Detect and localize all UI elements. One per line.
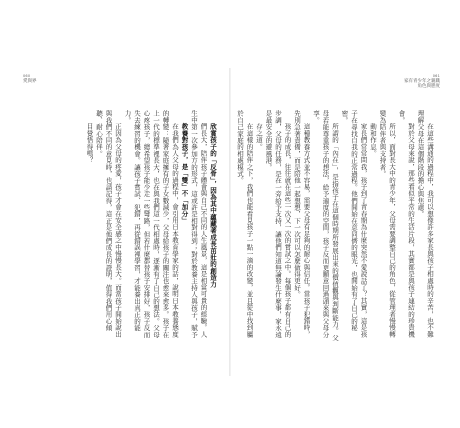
body-paragraph: 對於父母來說，那些看似平常的生活片段，其實都是與孩子連結的珍貴機會。 — [397, 110, 415, 338]
emphasis-heading: 欣賞孩子的「反骨」，因為其中蘊藏著成長茁壯的創造力 — [209, 123, 217, 288]
left-page-body — [32, 110, 217, 342]
emphasis-line — [179, 110, 189, 342]
body-paragraph: 這種教養方式並不容易，需要父母有足夠的耐心與信任。當孩子犯錯時，先別急著責備，而是陪他一起想想，下一次可以怎麼做得更好。 — [293, 110, 311, 338]
body-paragraph: 動和作息。 — [369, 123, 377, 157]
body-paragraph: 家長們常常問我，孩子到了青春期為什麼突然不愛說話了？其實，這是孩子在尋找自我的正常過程。他們開始在意同儕的眼光，也開始有了自己的秘密。 — [340, 110, 368, 338]
left-page-header — [23, 74, 63, 84]
right-page-body — [236, 110, 434, 342]
body-paragraph: 孩子的成長，往往就在這些一次又一次的嘗試之中。每個孩子都有自己的步調，父母的任務，是在一旁給予支持，讓他們知道無論發生什麼事，家永遠是最安全的避風港。 — [264, 110, 292, 338]
body-paragraph: 在這樣的陪伴之下，我們也能看見孩子一點一滴的改變，並且從中找到屬於自己家庭的相處模式。 — [236, 110, 254, 338]
body-paragraph: 們長大，陪伴孩子體會與自己不同的人生風景，這是相當可貴的經驗。人生中第一次參加方的形式，這或許是相對得到；對於教養主持人與孩子，賦予 — [190, 110, 208, 338]
body-paragraph: 在這些溝通的過程中，我可以想像許多家長與孩子相處時的辛苦，也不難理解父母在這個階段的擔心與焦慮。 — [416, 110, 434, 338]
right-page — [231, 68, 442, 376]
right-page-header — [400, 74, 440, 89]
emphasis-heading: 教養對孩子，是「雙」不「加分」 — [180, 123, 189, 224]
body-paragraph: 所謂的「內在」，是指孩子在這個時期所發展出來的價值觀與判斷能力。父母若能尊重孩子的想法，給予適度的空間，孩子反而更願意回過頭來與父母分享。 — [312, 110, 339, 341]
left-page-number: 060 — [23, 74, 31, 78]
left-page — [18, 68, 229, 376]
body-paragraph: 存之道。 — [255, 123, 263, 150]
body-paragraph: 目覺悟得嗎？ — [85, 123, 94, 164]
body-paragraph: 正因為父母的疼愛，孩子才會在安全感之中慢慢長大。而當孩子開始說出與我們不同的意見時，也請記得，這正是他們成長的證明，值得我們用心傾聽、耐心陪伴。 — [95, 110, 122, 338]
right-running-head: 家有青少年之親職角色與態度 — [404, 79, 440, 89]
body-paragraph: 在我們為人父母的過程中，會引用日本教育學家的話，說明日本教養態度的轉變：隨著家庭擁有的子女數減少，父母給孩子的關注也愈來愈多。孩子在上一代的標準裡長大，也在與我們這一代相處時，逐漸有了自己的想法。父母心疼孩子，總希望孩子能少走一些彎路，但若什麼都替孩子安排好，孩子反而失去練習的機會。讓孩子嘗試、犯錯，再從錯誤裡學習，才能養出真正的能力。 — [123, 110, 179, 338]
right-page-number: 061 — [432, 74, 440, 78]
left-running-head: 愛與界 — [23, 79, 37, 84]
body-paragraph: 所以，面對長大中的青少年，父母需要調整自己的角色，從管理者慢慢轉變為陪伴者與支持者。 — [378, 110, 396, 338]
book-spread — [18, 68, 442, 376]
emphasis-line — [208, 110, 218, 342]
